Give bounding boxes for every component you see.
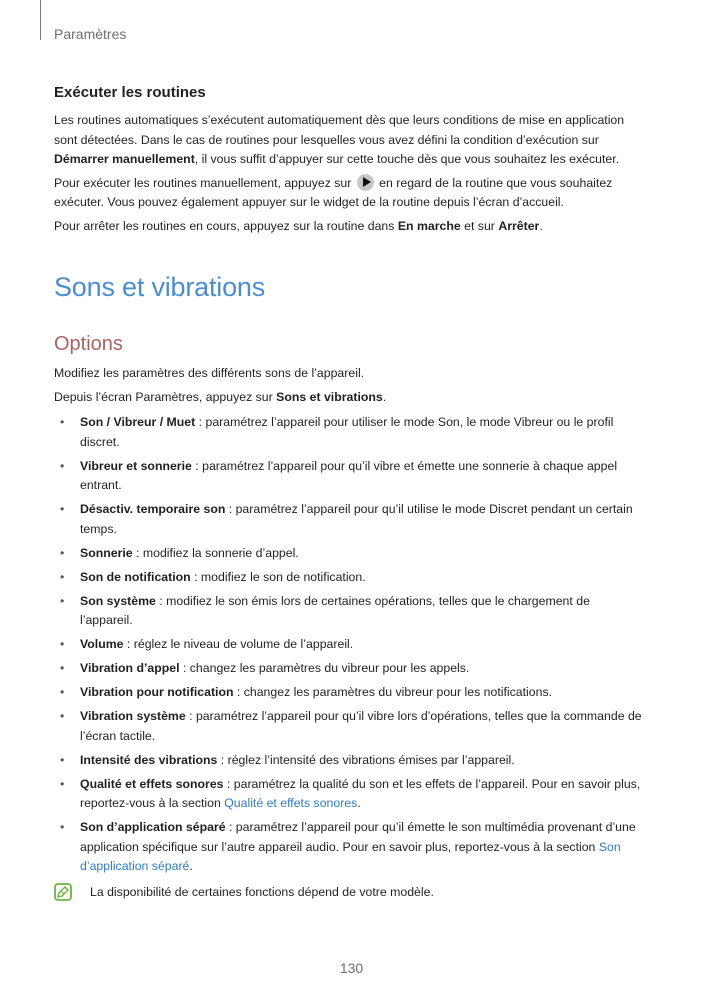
routines-paragraph-1: Les routines automatiques s’exécutent automatiquement dès que leurs conditions de mise en application sont détectées. Dans le cas de routines pour lesquelles vous avez défini la condition d’exécution sur Démarrer manuellement, il vous suffit d’appuyer sur cette touche dès que vous souhaitez les exécuter. bbox=[54, 113, 625, 166]
link-son-application-separe[interactable]: Son d’application séparé bbox=[80, 839, 621, 873]
note-text: La disponibilité de certaines fonctions dépend de votre modèle. bbox=[90, 884, 434, 899]
section-heading-options: Options bbox=[54, 333, 123, 355]
options-path: Depuis l’écran Paramètres, appuyez sur Sons et vibrations. bbox=[54, 389, 387, 404]
page-number: 130 bbox=[339, 960, 364, 976]
list-item: • Son / Vibreur / Muet : paramétrez l’appareil pour utiliser le mode Son, le mode Vibreur ou le profil discret. bbox=[60, 415, 614, 449]
page-margin-rule bbox=[40, 0, 41, 40]
chapter-title: Sons et vibrations bbox=[54, 272, 266, 302]
list-item: • Vibreur et sonnerie : paramétrez l’appareil pour qu’il vibre et émette une sonnerie à chaque appel entrant. bbox=[60, 458, 618, 492]
list-item: • Volume : réglez le niveau de volume de l’appareil. bbox=[60, 637, 354, 651]
routines-paragraph-3: Pour arrêter les routines en cours, appuyez sur la routine dans En marche et sur Arrêter. bbox=[54, 218, 543, 233]
subsection-heading-routines: Exécuter les routines bbox=[54, 84, 206, 101]
list-item: • Vibration d’appel : changez les paramètres du vibreur pour les appels. bbox=[60, 661, 470, 675]
list-item: • Vibration système : paramétrez l’appareil pour qu’il vibre lors d’opérations, telles que la commande de l’écran tactile. bbox=[60, 709, 642, 743]
list-item: • Son de notification : modifiez le son de notification. bbox=[60, 569, 366, 584]
list-item: • Vibration pour notification : changez les paramètres du vibreur pour les notifications. bbox=[60, 685, 553, 699]
list-item: • Qualité et effets sonores : paramétrez la qualité du son et les effets de l’appareil. Pour en savoir plus, reportez-vous à la section Qualité et effets sonores. bbox=[60, 776, 641, 810]
link-qualite-effets-sonores[interactable]: Qualité et effets sonores bbox=[224, 796, 358, 810]
options-intro: Modifiez les paramètres des différents sons de l’appareil. bbox=[54, 366, 365, 380]
options-list bbox=[54, 413, 644, 877]
running-header: Paramètres bbox=[54, 26, 127, 42]
list-item: • Intensité des vibrations : réglez l’intensité des vibrations émises par l’appareil. bbox=[60, 752, 515, 767]
list-item: • Son d’application séparé : paramétrez l’appareil pour qu’il émette le son multimédia provenant d’une application spécifique sur l’autre appareil audio. Pour en savoir plus, reportez-vous à la section Son d’application séparé. bbox=[60, 820, 636, 873]
list-item: • Désactiv. temporaire son : paramétrez l’appareil pour qu’il utilise le mode Discret pendant un certain temps. bbox=[60, 502, 633, 536]
page-content bbox=[54, 84, 644, 901]
play-icon bbox=[357, 174, 374, 191]
list-item: • Son système : modifiez le son émis lors de certaines opérations, telles que le chargement de l’appareil. bbox=[60, 593, 590, 627]
note-pencil-icon bbox=[54, 883, 72, 901]
note-box bbox=[54, 883, 644, 901]
routines-paragraph-2: Pour exécuter les routines manuellement, appuyez sur en regard de la routine que vous souhaitez exécuter. Vous pouvez également appuyer sur le widget de la routine depuis l’écran d’accueil. bbox=[54, 175, 613, 209]
list-item: • Sonnerie : modifiez la sonnerie d’appel. bbox=[60, 545, 299, 560]
